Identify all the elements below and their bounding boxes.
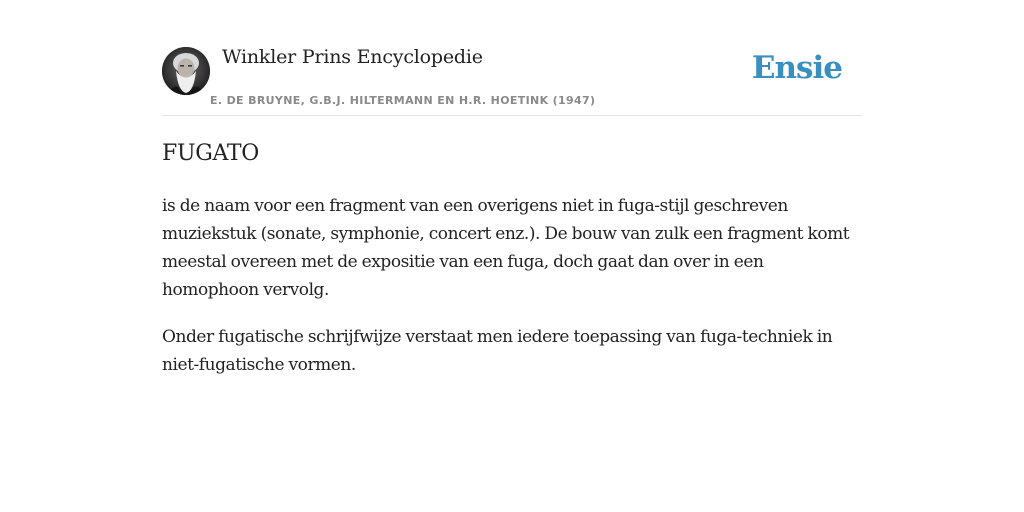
authors-line: E. DE BRUYNE, G.B.J. HILTERMANN EN H.R. HOETINK (1947): [210, 94, 596, 107]
article-headword: FUGATO: [162, 141, 259, 166]
source-header: [162, 0, 862, 116]
page-content: [162, 0, 862, 375]
author-avatar[interactable]: [162, 47, 210, 95]
ensie-logo[interactable]: Ensie: [751, 50, 842, 86]
portrait-image: [162, 47, 210, 95]
article-paragraph: Onder fugatische schrijfwijze verstaat men iedere toepassing van fuga-techniek in niet-fugatische vormen.: [162, 327, 833, 375]
source-title[interactable]: Winkler Prins Encyclopedie: [222, 46, 483, 68]
article-paragraph: is de naam voor een fragment van een overigens niet in fuga-stijl geschreven muziekstuk (sonate, symphonie, concert enz.). De bouw van zulk een fragment komt meestal overeen met de expositie van een fuga, doch gaat dan over in een homophoon vervolg.: [162, 196, 850, 300]
